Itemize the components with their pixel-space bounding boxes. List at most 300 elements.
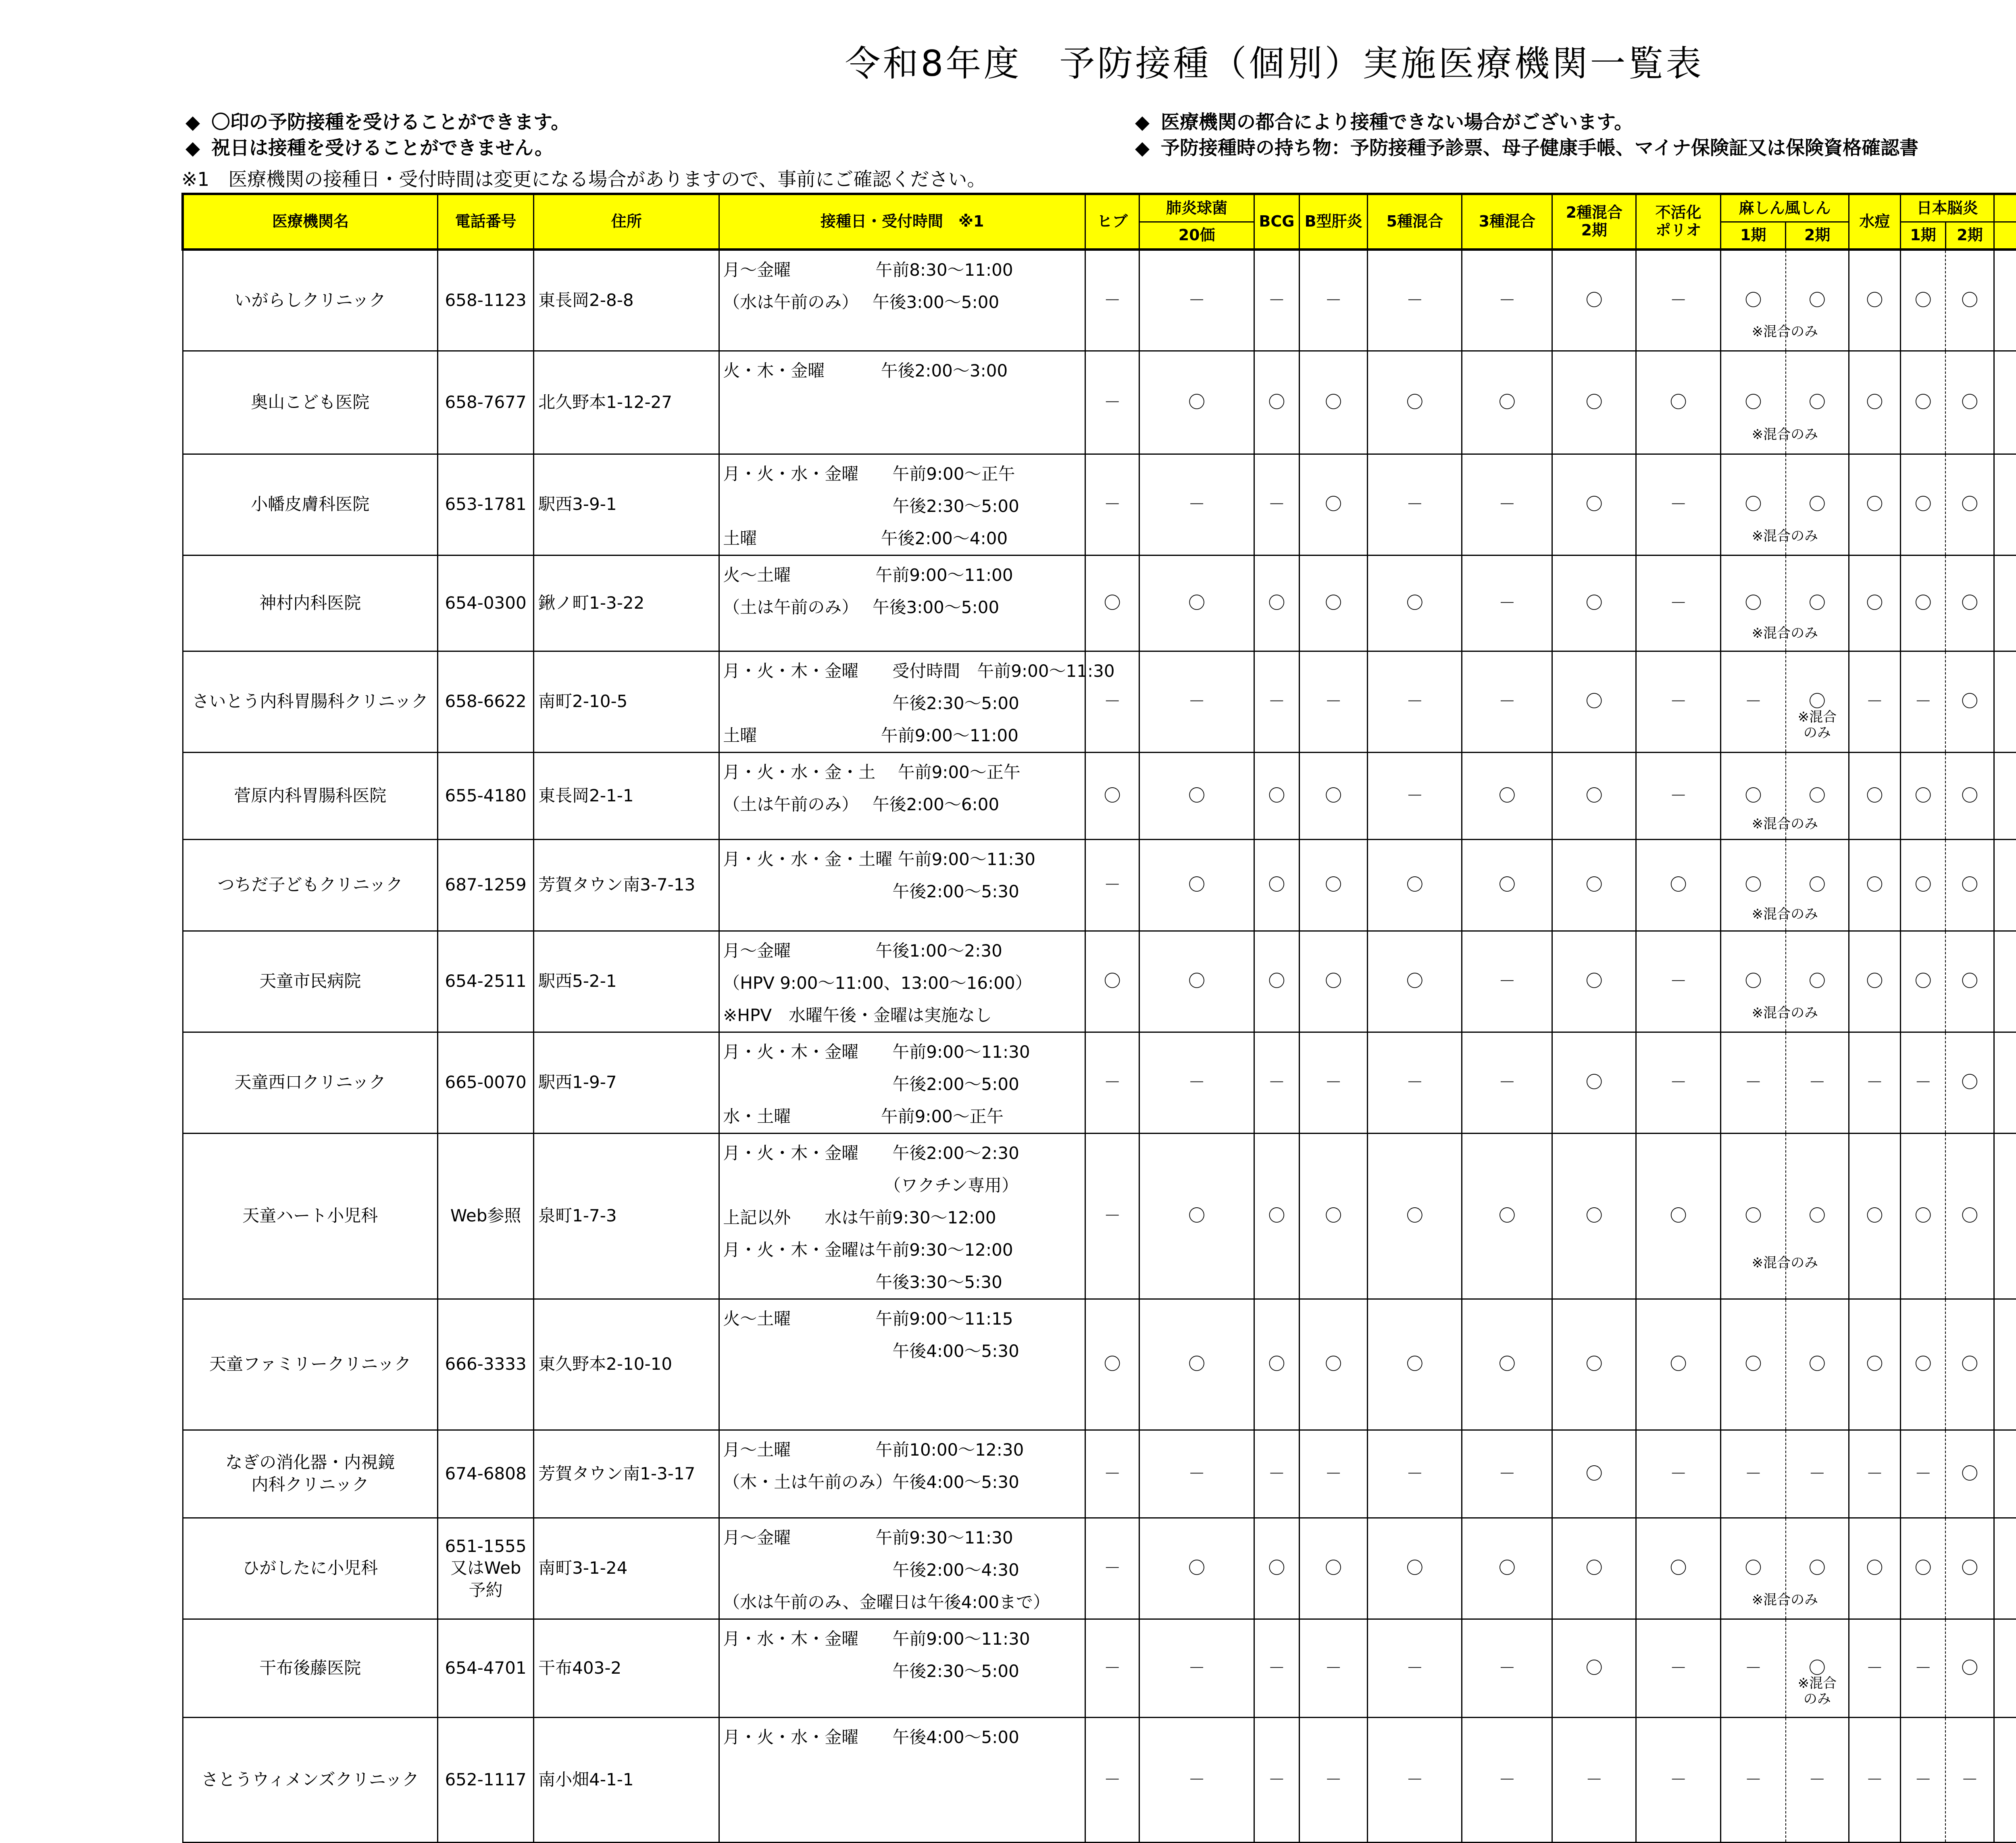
- schedule-cell: 月・火・木・金曜 受付時間 午前9:00～11:30 午後2:30～5:00 土曜 午前9:00～11:00: [719, 651, 1085, 752]
- vaccine-mark-cell: 〇: [1721, 839, 1786, 931]
- vaccine-mark-cell: 〇: [1299, 1133, 1367, 1299]
- clinic-name-cell: つちだ子どもクリニック: [183, 839, 438, 931]
- clinic-name-cell: 干布後藤医院: [183, 1619, 438, 1717]
- header-mr-1: 1期: [1721, 222, 1786, 250]
- vaccine-mark-cell: 〇: [1945, 1133, 1994, 1299]
- vaccine-mark-cell: －: [1636, 931, 1721, 1032]
- vaccine-mark-cell: [1994, 839, 2016, 931]
- vaccine-mark-cell: 〇: [1721, 931, 1786, 1032]
- vaccine-mark-cell: 〇: [1462, 752, 1552, 839]
- vaccine-mark-cell: 〇: [1462, 1518, 1552, 1619]
- vaccine-mark-cell: 〇: [1254, 1133, 1299, 1299]
- phone-cell: Web参照: [438, 1133, 534, 1299]
- clinic-name-cell: 天童西口クリニック: [183, 1032, 438, 1133]
- address-cell: 北久野本1-12-27: [534, 351, 719, 454]
- vaccine-mark-cell: －: [1901, 1032, 1946, 1133]
- bullet-diamond-icon: ◆: [1135, 111, 1150, 133]
- vaccine-mark-cell: [1752, 454, 1849, 555]
- vaccine-mark-cell: 〇: [1636, 351, 1721, 454]
- vaccine-mark-cell: [1994, 351, 2016, 454]
- table-row: [183, 839, 2016, 931]
- mr-combined-only-note: ※混合のみ: [1752, 906, 1818, 923]
- vaccine-mark-cell: 〇: [1636, 1518, 1721, 1619]
- vaccine-mark-cell: －: [1085, 250, 1139, 351]
- vaccine-mark-cell: [1752, 555, 1849, 651]
- vaccine-mark-cell: －: [1462, 1717, 1552, 1842]
- vaccine-mark-cell: [1994, 454, 2016, 555]
- phone-cell: 654-0300: [438, 555, 534, 651]
- vaccine-mark-cell: 〇: [1721, 454, 1786, 555]
- vaccine-mark-cell: 〇: [1901, 839, 1946, 931]
- vaccine-mark-cell: 〇: [1901, 250, 1946, 351]
- vaccine-mark-cell: －: [1254, 250, 1299, 351]
- address-cell: 干布403-2: [534, 1619, 719, 1717]
- address-cell: 南町3-1-24: [534, 1518, 719, 1619]
- vaccine-mark-cell: －: [1085, 1430, 1139, 1518]
- vaccine-mark-cell: －: [1368, 1032, 1462, 1133]
- vaccine-mark-cell: －: [1849, 1717, 1900, 1842]
- vaccine-mark-cell: －: [1254, 1032, 1299, 1133]
- clinic-name-cell: 小幡皮膚科医院: [183, 454, 438, 555]
- vaccine-mark-cell: 〇: [1368, 1133, 1462, 1299]
- vaccine-mark-cell: 〇: [1085, 555, 1139, 651]
- clinic-name-cell: なぎの消化器・内視鏡 内科クリニック: [183, 1430, 438, 1518]
- header-mr-2: 2期: [1786, 222, 1849, 250]
- table-row: [183, 651, 2016, 752]
- mr-combined-only-note: ※混合のみ: [1752, 1005, 1818, 1021]
- vaccine-mark-cell: 〇: [1721, 250, 1786, 351]
- vaccine-mark-cell: [1994, 1430, 2016, 1518]
- vaccine-mark-cell: －: [1299, 651, 1367, 752]
- schedule-cell: 月～金曜 午後1:00～2:30 （HPV 9:00～11:00、13:00～16:00） ※HPV 水曜午後・金曜は実施なし: [719, 931, 1085, 1032]
- vaccine-mark-cell: 〇: [1552, 839, 1636, 931]
- vaccine-mark: 〇: [1808, 593, 1826, 613]
- address-cell: 南小畑4-1-1: [534, 1717, 719, 1842]
- bullet-diamond-icon: ◆: [185, 111, 200, 133]
- vaccine-mark-cell: －: [1901, 651, 1946, 752]
- phone-cell: 654-4701: [438, 1619, 534, 1717]
- vaccine-mark-cell: 〇: [1552, 1133, 1636, 1299]
- vaccine-mark-cell: 〇: [1636, 839, 1721, 931]
- header-hpv: [1994, 194, 2016, 222]
- vaccine-mark-cell: 〇: [1721, 555, 1786, 651]
- mr-combined-only-note: ※混合のみ: [1752, 1592, 1818, 1608]
- vaccine-mark-cell: 〇: [1139, 555, 1254, 651]
- vaccine-mark-cell: 〇: [1139, 752, 1254, 839]
- vaccine-mark-cell: 〇: [1945, 454, 1994, 555]
- vaccine-mark-cell: 〇: [1552, 752, 1636, 839]
- vaccine-mark-cell: －: [1786, 1032, 1849, 1133]
- phone-cell: 654-2511: [438, 931, 534, 1032]
- vaccine-mark-cell: －: [1368, 1619, 1462, 1717]
- schedule-cell: 月～金曜 午前8:30～11:00 （水は午前のみ） 午後3:00～5:00: [719, 250, 1085, 351]
- schedule-cell: 月～土曜 午前10:00～12:30 （木・土は午前のみ）午後4:00～5:30: [719, 1430, 1085, 1518]
- schedule-cell: 月・火・水・金曜 午後4:00～5:00: [719, 1717, 1085, 1842]
- vaccine-mark-cell: 〇: [1139, 351, 1254, 454]
- vaccine-mark-cell: －: [1299, 250, 1367, 351]
- phone-cell: 655-4180: [438, 752, 534, 839]
- clinic-name-cell: さいとう内科胃腸科クリニック: [183, 651, 438, 752]
- vaccine-mark-cell: 〇: [1552, 931, 1636, 1032]
- vaccine-mark: 〇: [1808, 875, 1826, 895]
- vaccine-mark-cell: 〇: [1849, 1299, 1900, 1430]
- vaccine-mark-cell: －: [1636, 454, 1721, 555]
- vaccine-mark-cell: －: [1721, 1619, 1786, 1717]
- table-row: [183, 1619, 2016, 1717]
- header-pneumo: 肺炎球菌: [1139, 194, 1254, 222]
- header-hepb: B型肝炎: [1299, 194, 1367, 250]
- vaccine-mark-cell: 〇: [1085, 1299, 1139, 1430]
- vaccine-mark-cell: 〇: [1945, 931, 1994, 1032]
- schedule-cell: 月～金曜 午前9:30～11:30 午後2:00～4:30 （水は午前のみ、金曜日は午後4:00まで）: [719, 1518, 1085, 1619]
- vaccine-mark-cell: 〇: [1085, 931, 1139, 1032]
- mr-combined-only-note: ※混合 のみ: [1797, 709, 1837, 741]
- vaccine-mark-cell: 〇: [1368, 555, 1462, 651]
- vaccine-mark-cell: －: [1786, 1717, 1849, 1842]
- phone-cell: 651-1555 又はWeb 予約: [438, 1518, 534, 1619]
- vaccine-mark-cell: －: [1254, 454, 1299, 555]
- vaccine-mark: 〇: [1808, 785, 1826, 805]
- vaccine-mark-cell: 〇: [1721, 351, 1786, 454]
- schedule-cell: 月・火・水・金曜 午前9:00～正午 午後2:30～5:00 土曜 午後2:00～4:00: [719, 454, 1085, 555]
- clinic-name-cell: 天童市民病院: [183, 931, 438, 1032]
- vaccine-mark-cell: [1752, 839, 1849, 931]
- vaccine-mark-cell: 〇: [1945, 1619, 1994, 1717]
- vaccine-mark-cell: 〇: [1849, 250, 1900, 351]
- vaccine-mark-cell: [1994, 1518, 2016, 1619]
- vaccine-mark: 〇: [1808, 971, 1826, 991]
- vaccine-mark-cell: 〇: [1462, 839, 1552, 931]
- address-cell: 駅西3-9-1: [534, 454, 719, 555]
- note-right-1: ◆ 医療機関の都合により接種できない場合がございます。: [1135, 111, 1633, 133]
- vaccine-mark-cell: 〇: [1721, 752, 1786, 839]
- header-varicella: 水痘: [1849, 194, 1900, 250]
- schedule-cell: 月・火・水・金・土 午前9:00～正午 （土は午前のみ） 午後2:00～6:00: [719, 752, 1085, 839]
- vaccine-mark-cell: －: [1368, 250, 1462, 351]
- table-row: [183, 1430, 2016, 1518]
- vaccine-mark-cell: －: [1636, 555, 1721, 651]
- vaccine-mark-cell: 〇: [1254, 1299, 1299, 1430]
- vaccine-mark-cell: －: [1085, 454, 1139, 555]
- vaccine-mark-cell: 〇: [1552, 351, 1636, 454]
- vaccine-mark-cell: 〇: [1254, 351, 1299, 454]
- vaccine-mark-cell: －: [1462, 555, 1552, 651]
- clinic-name-cell: さとうウィメンズクリニック: [183, 1717, 438, 1842]
- vaccine-mark-cell: －: [1462, 1619, 1552, 1717]
- vaccine-mark-cell: －: [1636, 752, 1721, 839]
- phone-cell: 666-3333: [438, 1299, 534, 1430]
- bullet-diamond-icon: ◆: [185, 137, 200, 159]
- vaccine-mark-cell: －: [1368, 454, 1462, 555]
- vaccine-mark-cell: 〇: [1299, 752, 1367, 839]
- vaccine-mark-cell: －: [1085, 1619, 1139, 1717]
- vaccine-mark: 〇: [1808, 494, 1826, 514]
- vaccine-mark-cell: －: [1721, 1717, 1786, 1842]
- vaccine-mark-cell: －: [1085, 1518, 1139, 1619]
- table-row: [183, 1717, 2016, 1842]
- vaccine-mark-cell: －: [1552, 1717, 1636, 1842]
- vaccine-mark-cell: －: [1139, 651, 1254, 752]
- header-je-2: 2期: [1945, 222, 1994, 250]
- schedule-cell: 火～土曜 午前9:00～11:00 （土は午前のみ） 午後3:00～5:00: [719, 555, 1085, 651]
- vaccine-mark-cell: 〇: [1299, 931, 1367, 1032]
- vaccine-mark-cell: －: [1901, 1717, 1946, 1842]
- vaccine-mark-cell: [1786, 651, 1849, 752]
- vaccine-mark-cell: －: [1462, 250, 1552, 351]
- table-row: [183, 454, 2016, 555]
- phone-cell: 665-0070: [438, 1032, 534, 1133]
- vaccine-mark-cell: 〇: [1786, 1299, 1849, 1430]
- vaccine-mark-cell: －: [1368, 1717, 1462, 1842]
- vaccine-mark-cell: －: [1945, 1717, 1994, 1842]
- vaccine-mark-cell: 〇: [1368, 351, 1462, 454]
- schedule-cell: 月・火・木・金曜 午後2:00～2:30 （ワクチン専用） 上記以外 水は午前9:30～12:00 月・火・木・金曜は午前9:30～12:00 午後3:30～5:30: [719, 1133, 1085, 1299]
- header-name: 医療機関名: [183, 194, 438, 250]
- vaccine-mark-cell: －: [1299, 1430, 1367, 1518]
- vaccine-mark-cell: 〇: [1254, 839, 1299, 931]
- vaccine-mark-cell: －: [1721, 1430, 1786, 1518]
- vaccine-mark-cell: 〇: [1901, 752, 1946, 839]
- mr-combined-only-note: ※混合のみ: [1752, 426, 1818, 443]
- caution-note: ※1 医療機関の接種日・受付時間は変更になる場合がありますので、事前にご確認ください。: [181, 168, 986, 191]
- phone-cell: 658-6622: [438, 651, 534, 752]
- vaccine-mark-cell: －: [1139, 1717, 1254, 1842]
- schedule-cell: 火～土曜 午前9:00～11:15 午後4:00～5:30: [719, 1299, 1085, 1430]
- clinic-name-cell: ひがしたに小児科: [183, 1518, 438, 1619]
- vaccine-mark-cell: 〇: [1721, 1133, 1786, 1299]
- vaccine-mark-cell: 〇: [1299, 555, 1367, 651]
- address-cell: 南町2-10-5: [534, 651, 719, 752]
- header-hpv-sub: [1994, 222, 2016, 250]
- vaccine-mark: 〇: [1808, 1206, 1826, 1226]
- page-title: 令和8年度 予防接種（個別）実施医療機関一覧表: [845, 43, 1704, 84]
- address-cell: 東長岡2-1-1: [534, 752, 719, 839]
- vaccine-mark: 〇: [1808, 290, 1826, 310]
- vaccine-mark-cell: 〇: [1254, 1518, 1299, 1619]
- header-three: 3種混合: [1462, 194, 1552, 250]
- vaccine-mark-cell: 〇: [1139, 839, 1254, 931]
- vaccination-table: [181, 193, 2016, 1843]
- vaccine-mark-cell: －: [1636, 1619, 1721, 1717]
- vaccine-mark-cell: 〇: [1849, 839, 1900, 931]
- vaccine-mark-cell: －: [1254, 651, 1299, 752]
- header-two: 2種混合 2期: [1552, 194, 1636, 250]
- phone-cell: 674-6808: [438, 1430, 534, 1518]
- vaccine-mark-cell: [1994, 1717, 2016, 1842]
- address-cell: 東長岡2-8-8: [534, 250, 719, 351]
- vaccine-mark-cell: [1994, 1299, 2016, 1430]
- vaccine-mark-cell: －: [1462, 1032, 1552, 1133]
- bullet-diamond-icon: ◆: [1135, 137, 1150, 159]
- vaccine-mark-cell: 〇: [1945, 555, 1994, 651]
- clinic-name-cell: 菅原内科胃腸科医院: [183, 752, 438, 839]
- vaccine-mark-cell: －: [1368, 752, 1462, 839]
- mr-combined-only-note: ※混合のみ: [1752, 625, 1818, 642]
- vaccine-mark-cell: [1994, 1032, 2016, 1133]
- vaccine-mark-cell: －: [1636, 250, 1721, 351]
- phone-cell: 652-1117: [438, 1717, 534, 1842]
- vaccine-mark-cell: [1752, 250, 1849, 351]
- header-five: 5種混合: [1368, 194, 1462, 250]
- clinic-name-cell: 奥山こども医院: [183, 351, 438, 454]
- vaccine-mark-cell: －: [1462, 931, 1552, 1032]
- mr-combined-only-note: ※混合のみ: [1752, 528, 1818, 545]
- vaccine-mark-cell: 〇: [1085, 752, 1139, 839]
- clinic-name-cell: 神村内科医院: [183, 555, 438, 651]
- vaccine-mark-cell: 〇: [1462, 351, 1552, 454]
- vaccine-mark-cell: 〇: [1368, 1518, 1462, 1619]
- table-row: [183, 250, 2016, 351]
- vaccine-mark-cell: 〇: [1552, 1430, 1636, 1518]
- vaccine-mark-cell: 〇: [1462, 1299, 1552, 1430]
- vaccine-mark-cell: 〇: [1368, 1299, 1462, 1430]
- vaccine-mark-cell: 〇: [1368, 839, 1462, 931]
- vaccine-mark-cell: 〇: [1139, 1299, 1254, 1430]
- header-hib: ヒブ: [1085, 194, 1139, 250]
- vaccine-mark-cell: －: [1849, 1619, 1900, 1717]
- vaccine-mark-cell: 〇: [1721, 1299, 1786, 1430]
- vaccine-mark-cell: －: [1721, 1032, 1786, 1133]
- vaccine-mark-cell: 〇: [1849, 555, 1900, 651]
- vaccine-mark-cell: 〇: [1299, 1299, 1367, 1430]
- vaccine-mark-cell: [1752, 931, 1849, 1032]
- phone-cell: 658-1123: [438, 250, 534, 351]
- vaccine-mark-cell: －: [1636, 651, 1721, 752]
- clinic-name-cell: 天童ハート小児科: [183, 1133, 438, 1299]
- vaccine-mark-cell: 〇: [1552, 1619, 1636, 1717]
- vaccine-mark-cell: [1752, 1518, 1849, 1619]
- vaccine-mark-cell: 〇: [1945, 351, 1994, 454]
- vaccine-mark-cell: 〇: [1552, 651, 1636, 752]
- vaccine-mark-cell: 〇: [1945, 1032, 1994, 1133]
- vaccine-mark-cell: 〇: [1299, 454, 1367, 555]
- vaccine-mark-cell: －: [1849, 1032, 1900, 1133]
- address-cell: 駅西5-2-1: [534, 931, 719, 1032]
- mr-combined-only-note: ※混合 のみ: [1797, 1675, 1837, 1708]
- vaccine-mark-cell: －: [1085, 1133, 1139, 1299]
- table-row: [183, 1299, 2016, 1430]
- table-row: [183, 1518, 2016, 1619]
- schedule-cell: 月・火・木・金曜 午前9:00～11:30 午後2:00～5:00 水・土曜 午前9:00～正午: [719, 1032, 1085, 1133]
- vaccine-mark-cell: －: [1462, 454, 1552, 555]
- vaccine-mark-cell: －: [1368, 1430, 1462, 1518]
- vaccine-mark-cell: －: [1085, 1717, 1139, 1842]
- vaccine-mark-cell: －: [1139, 1032, 1254, 1133]
- vaccine-mark-cell: 〇: [1299, 351, 1367, 454]
- schedule-cell: 月・水・木・金曜 午前9:00～11:30 午後2:30～5:00: [719, 1619, 1085, 1717]
- vaccine-mark-cell: 〇: [1636, 1299, 1721, 1430]
- vaccine-mark-cell: －: [1462, 1430, 1552, 1518]
- vaccine-mark-cell: 〇: [1299, 1518, 1367, 1619]
- vaccine-mark-cell: －: [1085, 839, 1139, 931]
- clinic-name-cell: 天童ファミリークリニック: [183, 1299, 438, 1430]
- vaccine-mark-cell: －: [1849, 651, 1900, 752]
- vaccine-mark-cell: [1994, 1133, 2016, 1299]
- vaccine-mark-cell: [1994, 931, 2016, 1032]
- vaccine-mark-cell: 〇: [1254, 752, 1299, 839]
- header-je: 日本脳炎: [1901, 194, 1994, 222]
- vaccine-mark-cell: [1994, 651, 2016, 752]
- vaccine-mark-cell: －: [1085, 1032, 1139, 1133]
- vaccine-mark-cell: －: [1299, 1717, 1367, 1842]
- vaccine-mark-cell: 〇: [1945, 1430, 1994, 1518]
- schedule-cell: 月・火・水・金・土曜 午前9:00～11:30 午後2:00～5:30: [719, 839, 1085, 931]
- header-phone: 電話番号: [438, 194, 534, 250]
- schedule-cell: 火・木・金曜 午後2:00～3:00: [719, 351, 1085, 454]
- vaccine-mark-cell: 〇: [1945, 1299, 1994, 1430]
- vaccine-mark-cell: 〇: [1552, 1518, 1636, 1619]
- vaccine-mark-cell: －: [1849, 1430, 1900, 1518]
- vaccine-mark: 〇: [1808, 392, 1826, 412]
- vaccine-mark-cell: 〇: [1552, 555, 1636, 651]
- vaccine-mark-cell: [1786, 1619, 1849, 1717]
- vaccine-mark-cell: 〇: [1901, 555, 1946, 651]
- vaccine-mark-cell: 〇: [1139, 931, 1254, 1032]
- vaccine-mark-cell: 〇: [1849, 752, 1900, 839]
- vaccine-mark-cell: －: [1139, 1430, 1254, 1518]
- note-left-1: ◆ 〇印の予防接種を受けることができます。: [185, 111, 570, 133]
- vaccine-mark-cell: 〇: [1849, 351, 1900, 454]
- vaccine-mark-cell: －: [1786, 1430, 1849, 1518]
- phone-cell: 658-7677: [438, 351, 534, 454]
- vaccine-mark-cell: 〇: [1901, 931, 1946, 1032]
- vaccine-mark-cell: －: [1254, 1430, 1299, 1518]
- vaccine-mark-cell: －: [1901, 1619, 1946, 1717]
- vaccine-mark: 〇: [1808, 691, 1826, 711]
- vaccine-mark-cell: －: [1636, 1430, 1721, 1518]
- vaccine-mark-cell: 〇: [1254, 931, 1299, 1032]
- mr-combined-only-note: ※混合のみ: [1752, 324, 1818, 340]
- vaccine-mark-cell: 〇: [1552, 250, 1636, 351]
- vaccine-mark-cell: 〇: [1901, 1299, 1946, 1430]
- vaccine-mark-cell: 〇: [1901, 1518, 1946, 1619]
- vaccine-mark-cell: －: [1139, 454, 1254, 555]
- mr-combined-only-note: ※混合のみ: [1752, 816, 1818, 832]
- note-left-2: ◆ 祝日は接種を受けることができません。: [185, 137, 554, 159]
- vaccine-mark-cell: 〇: [1849, 1133, 1900, 1299]
- vaccine-mark-cell: 〇: [1945, 752, 1994, 839]
- vaccine-mark-cell: 〇: [1254, 555, 1299, 651]
- vaccine-mark-cell: －: [1901, 1430, 1946, 1518]
- table-row: [183, 931, 2016, 1032]
- vaccine-mark-cell: 〇: [1721, 1518, 1786, 1619]
- vaccine-mark-cell: 〇: [1552, 454, 1636, 555]
- vaccine-mark-cell: 〇: [1901, 1133, 1946, 1299]
- header-bcg: BCG: [1254, 194, 1299, 250]
- vaccine-mark-cell: －: [1636, 1717, 1721, 1842]
- header-address: 住所: [534, 194, 719, 250]
- table-row: [183, 1133, 2016, 1299]
- clinic-name-cell: いがらしクリニック: [183, 250, 438, 351]
- vaccine-mark-cell: －: [1299, 1032, 1367, 1133]
- phone-cell: 687-1259: [438, 839, 534, 931]
- vaccine-mark-cell: －: [1721, 651, 1786, 752]
- vaccine-mark-cell: －: [1139, 1619, 1254, 1717]
- address-cell: 駅西1-9-7: [534, 1032, 719, 1133]
- vaccine-mark-cell: －: [1139, 250, 1254, 351]
- vaccine-mark-cell: 〇: [1139, 1518, 1254, 1619]
- mr-combined-only-note: ※混合のみ: [1752, 1255, 1818, 1271]
- table-row: [183, 351, 2016, 454]
- vaccine-mark-cell: 〇: [1139, 1133, 1254, 1299]
- address-cell: 東久野本2-10-10: [534, 1299, 719, 1430]
- vaccine-mark-cell: 〇: [1462, 1133, 1552, 1299]
- vaccine-mark-cell: －: [1254, 1717, 1299, 1842]
- vaccine-mark-cell: [1994, 555, 2016, 651]
- vaccine-mark-cell: [1752, 351, 1849, 454]
- vaccine-mark-cell: [1752, 752, 1849, 839]
- table-row: [183, 752, 2016, 839]
